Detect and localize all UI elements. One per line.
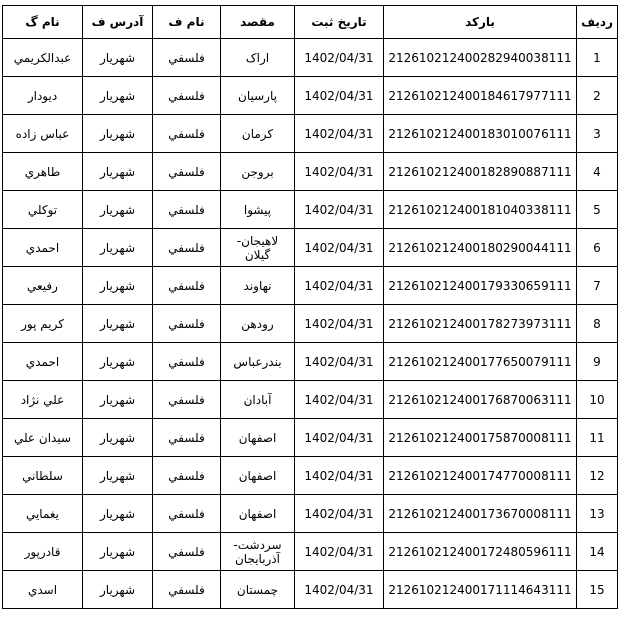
table-row [3, 229, 618, 267]
cell-barcode: 212610212400174770008111 [384, 457, 577, 495]
cell-registration-date: 1402/04/31 [295, 457, 384, 495]
table-header-row [3, 6, 618, 39]
cell-address: شهريار [83, 533, 153, 571]
cell-barcode: 212610212400180290044111 [384, 229, 577, 267]
cell-field-name: فلسفي [153, 571, 221, 609]
header-barcode: بارکد [384, 6, 577, 39]
cell-barcode: 212610212400172480596111 [384, 533, 577, 571]
cell-destination: آبادان [221, 381, 295, 419]
cell-registration-date: 1402/04/31 [295, 191, 384, 229]
cell-person-name: سيدان علي [3, 419, 83, 457]
cell-person-name: طاهري [3, 153, 83, 191]
cell-row-number: 7 [577, 267, 618, 305]
cell-address: شهريار [83, 115, 153, 153]
cell-address: شهريار [83, 457, 153, 495]
cell-address: شهريار [83, 343, 153, 381]
cell-person-name: علي نژاد [3, 381, 83, 419]
table-row [3, 419, 618, 457]
cell-registration-date: 1402/04/31 [295, 381, 384, 419]
cell-destination: اصفهان [221, 457, 295, 495]
cell-registration-date: 1402/04/31 [295, 495, 384, 533]
cell-field-name: فلسفي [153, 457, 221, 495]
cell-destination: بندرعباس [221, 343, 295, 381]
cell-address: شهريار [83, 571, 153, 609]
cell-destination: رودهن [221, 305, 295, 343]
cell-address: شهريار [83, 381, 153, 419]
table-row [3, 39, 618, 77]
cell-registration-date: 1402/04/31 [295, 419, 384, 457]
cell-address: شهريار [83, 39, 153, 77]
cell-person-name: عباس زاده [3, 115, 83, 153]
cell-row-number: 8 [577, 305, 618, 343]
cell-barcode: 212610212400178273973111 [384, 305, 577, 343]
cell-person-name: کريم پور [3, 305, 83, 343]
cell-person-name: يغمايي [3, 495, 83, 533]
cell-barcode: 212610212400175870008111 [384, 419, 577, 457]
cell-field-name: فلسفي [153, 305, 221, 343]
shipment-table [2, 5, 618, 609]
cell-registration-date: 1402/04/31 [295, 571, 384, 609]
shipment-table-sheet [2, 5, 618, 609]
cell-barcode: 212610212400176870063111 [384, 381, 577, 419]
table-row [3, 305, 618, 343]
cell-destination: اصفهان [221, 495, 295, 533]
cell-address: شهريار [83, 419, 153, 457]
cell-barcode: 212610212400184617977111 [384, 77, 577, 115]
cell-barcode: 212610212400177650079111 [384, 343, 577, 381]
cell-field-name: فلسفي [153, 77, 221, 115]
cell-row-number: 12 [577, 457, 618, 495]
table-row [3, 267, 618, 305]
header-destination: مقصد [221, 6, 295, 39]
cell-registration-date: 1402/04/31 [295, 229, 384, 267]
cell-field-name: فلسفي [153, 229, 221, 267]
cell-registration-date: 1402/04/31 [295, 153, 384, 191]
header-row-number: ردیف [577, 6, 618, 39]
header-person-name: نام گ [3, 6, 83, 39]
cell-address: شهريار [83, 77, 153, 115]
cell-address: شهريار [83, 191, 153, 229]
cell-field-name: فلسفي [153, 495, 221, 533]
cell-barcode: 212610212400182890887111 [384, 153, 577, 191]
cell-field-name: فلسفي [153, 153, 221, 191]
cell-destination: پارسيان [221, 77, 295, 115]
table-row [3, 571, 618, 609]
cell-barcode: 212610212400282940038111 [384, 39, 577, 77]
cell-row-number: 2 [577, 77, 618, 115]
cell-destination: اراک [221, 39, 295, 77]
cell-destination: پيشوا [221, 191, 295, 229]
cell-person-name: رفيعي [3, 267, 83, 305]
table-body [3, 39, 618, 609]
cell-field-name: فلسفي [153, 267, 221, 305]
cell-address: شهريار [83, 153, 153, 191]
table-row [3, 115, 618, 153]
table-row [3, 457, 618, 495]
cell-registration-date: 1402/04/31 [295, 305, 384, 343]
cell-registration-date: 1402/04/31 [295, 267, 384, 305]
cell-person-name: اسدي [3, 571, 83, 609]
cell-registration-date: 1402/04/31 [295, 115, 384, 153]
header-field-name: نام ف [153, 6, 221, 39]
cell-destination: چمستان [221, 571, 295, 609]
cell-registration-date: 1402/04/31 [295, 343, 384, 381]
cell-person-name: احمدي [3, 343, 83, 381]
cell-address: شهريار [83, 267, 153, 305]
cell-address: شهريار [83, 495, 153, 533]
cell-destination: اصفهان [221, 419, 295, 457]
table-row [3, 533, 618, 571]
cell-destination: بروجن [221, 153, 295, 191]
cell-destination: نهاوند [221, 267, 295, 305]
cell-field-name: فلسفي [153, 533, 221, 571]
cell-barcode: 212610212400183010076111 [384, 115, 577, 153]
header-address: آدرس ف [83, 6, 153, 39]
header-registration-date: تاریخ ثبت [295, 6, 384, 39]
table-row [3, 191, 618, 229]
cell-field-name: فلسفي [153, 381, 221, 419]
cell-row-number: 14 [577, 533, 618, 571]
cell-address: شهريار [83, 229, 153, 267]
cell-barcode: 212610212400179330659111 [384, 267, 577, 305]
cell-barcode: 212610212400181040338111 [384, 191, 577, 229]
cell-field-name: فلسفي [153, 39, 221, 77]
cell-person-name: سلطاني [3, 457, 83, 495]
cell-person-name: توکلي [3, 191, 83, 229]
cell-field-name: فلسفي [153, 191, 221, 229]
cell-row-number: 6 [577, 229, 618, 267]
cell-barcode: 212610212400173670008111 [384, 495, 577, 533]
cell-person-name: عبدالکريمي [3, 39, 83, 77]
cell-field-name: فلسفي [153, 115, 221, 153]
cell-row-number: 9 [577, 343, 618, 381]
table-row [3, 153, 618, 191]
cell-person-name: احمدي [3, 229, 83, 267]
cell-registration-date: 1402/04/31 [295, 39, 384, 77]
cell-address: شهريار [83, 305, 153, 343]
cell-row-number: 15 [577, 571, 618, 609]
table-row [3, 381, 618, 419]
cell-row-number: 5 [577, 191, 618, 229]
cell-person-name: ديودار [3, 77, 83, 115]
cell-row-number: 3 [577, 115, 618, 153]
cell-registration-date: 1402/04/31 [295, 77, 384, 115]
cell-field-name: فلسفي [153, 419, 221, 457]
cell-row-number: 4 [577, 153, 618, 191]
cell-row-number: 11 [577, 419, 618, 457]
cell-destination: لاهيجان- گيلان [221, 229, 295, 267]
cell-destination: سردشت- آذربايجان [221, 533, 295, 571]
cell-person-name: قادرپور [3, 533, 83, 571]
table-row [3, 495, 618, 533]
cell-row-number: 10 [577, 381, 618, 419]
cell-registration-date: 1402/04/31 [295, 533, 384, 571]
table-row [3, 77, 618, 115]
cell-field-name: فلسفي [153, 343, 221, 381]
cell-row-number: 1 [577, 39, 618, 77]
cell-row-number: 13 [577, 495, 618, 533]
cell-barcode: 212610212400171114643111 [384, 571, 577, 609]
table-row [3, 343, 618, 381]
cell-destination: کرمان [221, 115, 295, 153]
